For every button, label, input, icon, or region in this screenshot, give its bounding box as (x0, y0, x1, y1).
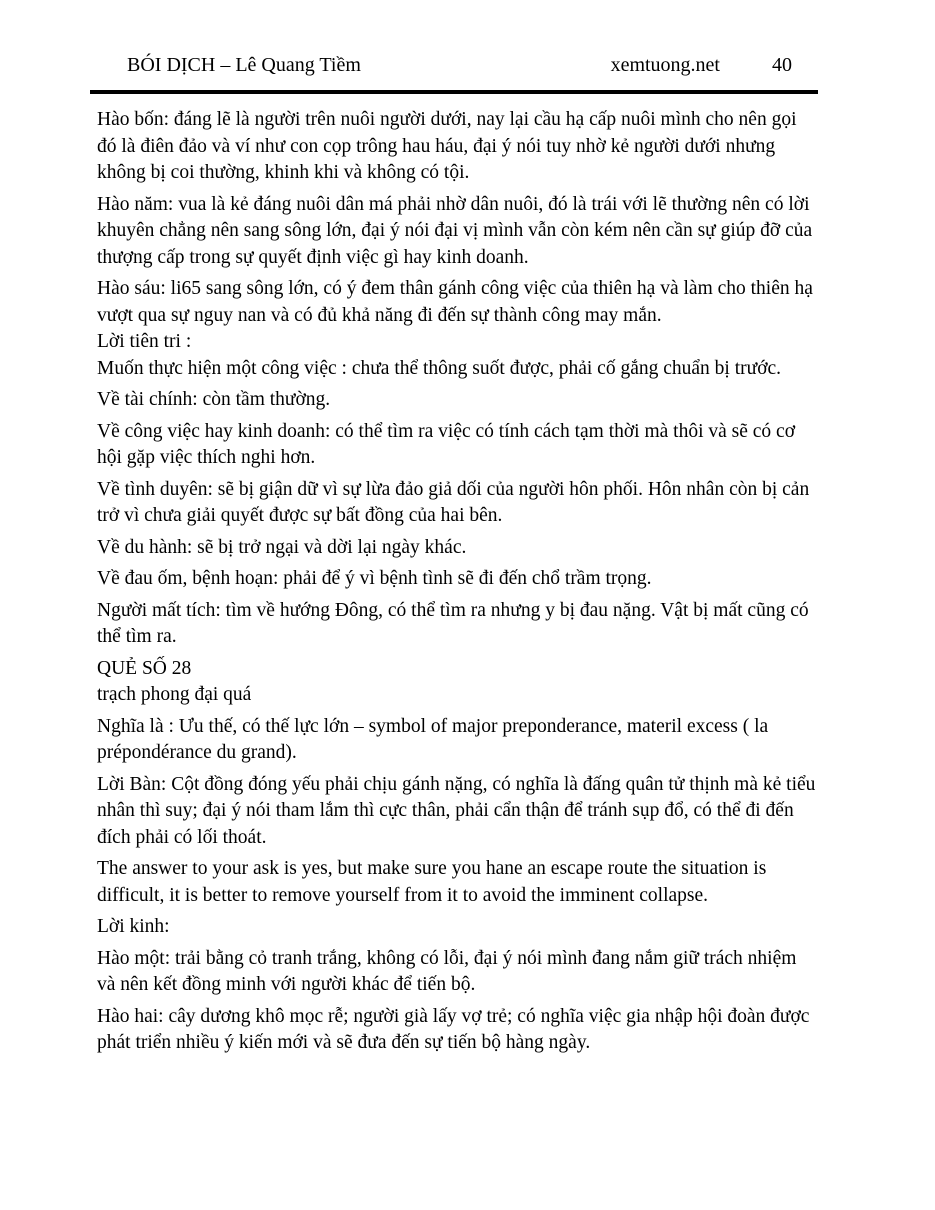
paragraph (97, 477, 818, 530)
paragraph (97, 772, 818, 852)
text-line: The answer to your ask is yes, but make sure you hane an escape route the situation is difficult, it is better to remove yourself from it to avoid the imminent collapse. (97, 858, 767, 906)
text-line: Về công việc hay kinh doanh: có thể tìm ra việc có tính cách tạm thời mà thôi và sẽ có cơ hội gặp việc thích nghi hơn. (97, 420, 796, 468)
paragraph (97, 107, 818, 187)
paragraph (97, 598, 818, 651)
text-line: Hào hai: cây dương khô mọc rễ; người già lấy vợ trẻ; có nghĩa việc gia nhập hội đoàn được phát triển nhiều ý kiến mới và sẽ đưa đến sự tiến bộ hàng ngày. (97, 1005, 810, 1053)
paragraph (97, 856, 818, 909)
header-right-group (611, 52, 818, 78)
text-line: Hào bốn: đáng lẽ là người trên nuôi người dưới, nay lại cầu hạ cấp nuôi mình cho nên gọi đó là điên đảo và ví như con cọp trông hau háu, đại ý nói tuy nhờ kẻ người dưới nhưng không bị coi thường, khinh khi và không có tội. (97, 109, 797, 183)
paragraph (97, 566, 818, 593)
paragraph (97, 387, 818, 414)
paragraph (97, 714, 818, 767)
text-line: Người mất tích: tìm về hướng Đông, có thể tìm ra nhưng y bị đau nặng. Vật bị mất cũng có thể tìm ra. (97, 599, 809, 647)
paragraph (97, 276, 818, 382)
document-body (90, 94, 818, 1057)
book-title: BÓI DỊCH – Lê Quang Tiềm (127, 54, 361, 76)
text-line: Hào một: trải bằng cỏ tranh trắng, không có lỗi, đại ý nói mình đang nắm giữ trách nhiệm và nên kết đồng minh với người khác để tiến bộ. (97, 947, 797, 995)
paragraph (97, 946, 818, 999)
site-name: xemtuong.net (610, 54, 720, 76)
text-line: Lời Bàn: Cột đồng đóng yếu phải chịu gánh nặng, có nghĩa là đấng quân tử thịnh mà kẻ tiểu nhân thì suy; đại ý nói tham lắm thì cực thân, phải cẩn thận để tránh sụp đổ, có thể đi đến đích phải có lối thoát. (97, 773, 816, 848)
text-line: QUẺ SỐ 28 (97, 657, 192, 679)
page-header (90, 52, 818, 78)
text-line: Về tài chính: còn tầm thường. (97, 389, 331, 410)
text-line: trạch phong đại quá (97, 684, 252, 705)
paragraph (97, 1004, 818, 1057)
text-line: Hào năm: vua là kẻ đáng nuôi dân má phải nhờ dân nuôi, đó là trái với lẽ thường nên có lời khuyên chẳng nên sang sông lớn, đại ý nói đại vị mình vẫn còn kém nên cần sự giúp đỡ của thượng cấp trong sự quyết định việc gì hay kinh doanh. (97, 193, 813, 268)
text-line: Lời kinh: (97, 916, 170, 937)
text-line: Lời tiên tri : (97, 331, 192, 352)
page-number: 40 (772, 54, 792, 76)
paragraph (97, 192, 818, 272)
paragraph (97, 419, 818, 472)
text-line: Về du hành: sẽ bị trở ngại và dời lại ngày khác. (97, 536, 467, 558)
text-line: Hào sáu: li65 sang sông lớn, có ý đem thân gánh công việc của thiên hạ và làm cho thiên hạ vượt qua sự nguy nan và có đủ khả năng đi đến sự thành công may mắn. (97, 278, 813, 326)
paragraph (97, 914, 818, 941)
text-line: Về tình duyên: sẽ bị giận dữ vì sự lừa đảo giả dối của người hôn phối. Hôn nhân còn bị cản trở vì chưa giải quyết được sự bất đồng của hai bên. (97, 478, 810, 526)
paragraph (97, 656, 818, 709)
text-line: Nghĩa là : Ưu thế, có thế lực lớn – symbol of major preponderance, materil excess ( la prépondérance du grand). (97, 715, 769, 763)
paragraph (97, 535, 818, 562)
text-line: Về đau ốm, bệnh hoạn: phải để ý vì bệnh tình sẽ đi đến chổ trầm trọng. (97, 568, 652, 589)
text-line: Muốn thực hiện một công việc : chưa thể thông suốt được, phải cố gắng chuẩn bị trước. (97, 357, 782, 379)
